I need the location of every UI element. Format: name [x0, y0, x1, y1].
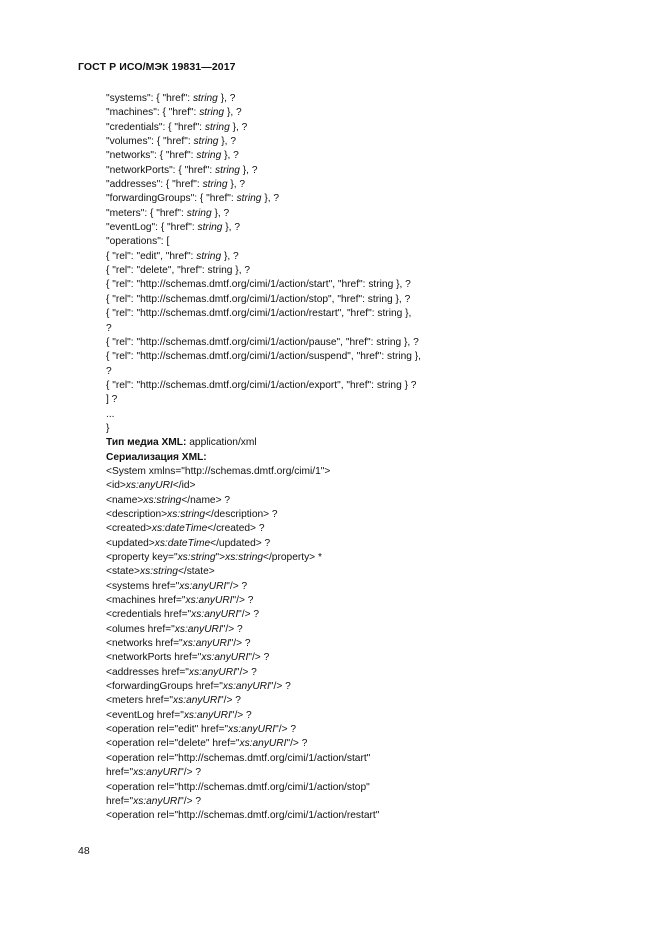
- code-text: { "rel": "http://schemas.dmtf.org/cimi/1/action/pause", "href": string }, ?: [106, 336, 419, 348]
- code-text: ] ?: [106, 394, 118, 406]
- type-token: xs:anyURI: [191, 609, 239, 621]
- code-text: ?: [106, 365, 112, 377]
- code-text: }, ?: [227, 179, 246, 191]
- code-text: <name>: [106, 494, 144, 506]
- code-line: [106, 709, 626, 723]
- code-text: "/> ?: [180, 795, 202, 807]
- code-line: [106, 551, 626, 565]
- code-text: { "rel": "http://schemas.dmtf.org/cimi/1/action/export", "href": string } ?: [106, 379, 417, 391]
- code-text: <operation rel="edit" href=": [106, 724, 229, 736]
- code-line: [106, 221, 626, 235]
- code-text: }, ?: [218, 136, 236, 148]
- code-text: "volumes": { "href":: [106, 136, 194, 148]
- code-text: "networkPorts": { "href":: [106, 164, 216, 176]
- code-text: <networks href=": [106, 638, 183, 650]
- code-text: <forwardingGroups href=": [106, 681, 223, 693]
- code-text: <state>: [106, 566, 140, 578]
- code-text: <machines href=": [106, 595, 186, 607]
- type-token: string: [196, 250, 222, 262]
- code-text: "networks": { "href":: [106, 150, 197, 162]
- code-text: "eventLog": { "href":: [106, 222, 198, 234]
- code-line: [106, 666, 626, 680]
- code-listing: [106, 92, 626, 824]
- code-line: [106, 379, 626, 393]
- code-text: "/> ?: [232, 595, 254, 607]
- code-line: [106, 92, 626, 106]
- code-text: <systems href=": [106, 580, 180, 592]
- code-text: <property key=": [106, 552, 178, 563]
- code-text: "/> ?: [220, 695, 241, 707]
- code-text: "credentials": { "href":: [106, 121, 205, 133]
- page-number: 48: [78, 845, 90, 857]
- code-line: [106, 623, 626, 637]
- type-token: xs:anyURI: [179, 580, 227, 592]
- code-text: "/> ?: [229, 638, 251, 650]
- type-token: xs:anyURI: [133, 767, 181, 779]
- code-line: [106, 580, 626, 594]
- code-text: "/> ?: [221, 623, 243, 635]
- code-line: [106, 393, 626, 407]
- code-text: <meters href=": [106, 695, 174, 707]
- code-text: }, ?: [211, 207, 230, 219]
- code-text: }, ?: [229, 121, 248, 133]
- code-line: [106, 135, 626, 149]
- code-text: </state>: [177, 566, 215, 578]
- code-text: }, ?: [239, 164, 258, 176]
- code-line: [106, 408, 626, 422]
- code-line: [106, 651, 626, 665]
- type-token: xs:anyURI: [239, 738, 287, 750]
- code-text: ...: [106, 408, 115, 420]
- type-token: string: [204, 121, 230, 133]
- code-line: [106, 809, 626, 823]
- code-text: <operation rel="delete" href=": [106, 738, 240, 750]
- type-token: string: [236, 193, 262, 205]
- type-token: string: [215, 164, 240, 176]
- code-text: { "rel": "delete", "href": string }, ?: [106, 265, 251, 277]
- code-text: </name> ?: [181, 494, 231, 506]
- code-text: }, ?: [221, 250, 239, 262]
- type-token: string: [199, 107, 225, 119]
- code-text: <networkPorts href=": [106, 652, 202, 664]
- code-text: ">: [215, 552, 226, 563]
- code-line: [106, 235, 626, 249]
- code-text: "/> ?: [238, 609, 260, 621]
- code-line: [106, 795, 626, 809]
- type-token: xs:anyURI: [188, 666, 236, 678]
- type-token: string: [197, 222, 223, 234]
- code-text: </id>: [172, 480, 196, 492]
- code-line: [106, 178, 626, 192]
- code-text: "/> ?: [286, 738, 308, 750]
- code-text: </created> ?: [207, 523, 265, 535]
- type-token: xs:anyURI: [125, 480, 173, 492]
- code-text: }: [106, 422, 110, 434]
- code-text: "systems": { "href":: [106, 93, 193, 104]
- code-text: { "rel": "http://schemas.dmtf.org/cimi/1/action/suspend", "href": string },: [106, 351, 422, 363]
- code-line: [106, 451, 626, 465]
- code-text: <updated>: [106, 537, 155, 549]
- code-line: [106, 336, 626, 350]
- code-text: <operation rel="http://schemas.dmtf.org/cimi/1/action/restart": [106, 810, 380, 822]
- type-token: xs:anyURI: [228, 724, 276, 736]
- code-line: [106, 436, 626, 450]
- code-text: <id>: [106, 480, 126, 492]
- code-text: "/> ?: [275, 724, 297, 736]
- code-line: [106, 723, 626, 737]
- code-text: application/xml: [186, 437, 257, 449]
- code-line: [106, 149, 626, 163]
- code-line: [106, 565, 626, 579]
- code-text: "operations": [: [106, 236, 170, 248]
- code-text: "machines": { "href":: [106, 107, 200, 119]
- code-text: }, ?: [217, 93, 236, 104]
- code-text: }, ?: [224, 107, 242, 119]
- code-line: [106, 264, 626, 278]
- code-text: }, ?: [222, 222, 240, 234]
- code-text: }, ?: [221, 150, 239, 162]
- type-token: string: [193, 136, 219, 148]
- code-text: <operation rel="http://schemas.dmtf.org/cimi/1/action/stop": [106, 781, 370, 793]
- code-line: [106, 350, 626, 364]
- code-line: [106, 322, 626, 336]
- code-line: [106, 522, 626, 536]
- code-text: "/> ?: [180, 767, 202, 779]
- type-token: xs:anyURI: [183, 709, 231, 721]
- type-token: xs:string: [167, 508, 206, 520]
- type-token: string: [202, 179, 228, 191]
- type-token: string: [192, 93, 218, 104]
- code-text: href=": [106, 795, 134, 807]
- code-text: ?: [106, 322, 112, 334]
- code-text: { "rel": "edit", "href":: [106, 250, 197, 262]
- code-line: [106, 508, 626, 522]
- page-header: ГОСТ Р ИСО/МЭК 19831—2017: [78, 61, 236, 73]
- code-text: "meters": { "href":: [106, 207, 187, 219]
- type-token: xs:anyURI: [173, 695, 221, 707]
- type-token: string: [196, 150, 222, 162]
- code-line: [106, 278, 626, 292]
- code-text: <created>: [106, 523, 152, 535]
- code-text: <System xmlns="http://schemas.dmtf.org/cimi/1">: [106, 465, 331, 477]
- type-token: xs:string: [143, 494, 182, 506]
- code-line: [106, 121, 626, 135]
- code-line: [106, 465, 626, 479]
- code-line: [106, 694, 626, 708]
- type-token: string: [186, 207, 212, 219]
- code-text: </updated> ?: [210, 537, 271, 549]
- code-text: "addresses": { "href":: [106, 179, 203, 191]
- code-text: </description> ?: [205, 508, 278, 520]
- code-text: "/> ?: [269, 681, 291, 693]
- code-line: [106, 192, 626, 206]
- code-line: [106, 106, 626, 120]
- type-token: xs:string: [140, 566, 178, 578]
- code-text: <operation rel="http://schemas.dmtf.org/cimi/1/action/start": [106, 752, 371, 764]
- code-line: [106, 164, 626, 178]
- code-text: "/> ?: [230, 709, 252, 721]
- code-line: [106, 494, 626, 508]
- type-token: xs:anyURI: [174, 623, 222, 635]
- code-line: [106, 307, 626, 321]
- code-line: [106, 479, 626, 493]
- code-line: [106, 293, 626, 307]
- code-text: "/> ?: [235, 666, 257, 678]
- type-token: xs:anyURI: [133, 795, 181, 807]
- code-text: href=": [106, 767, 134, 779]
- code-text: <eventLog href=": [106, 709, 184, 721]
- type-token: xs:anyURI: [222, 681, 270, 693]
- code-text: "/> ?: [226, 580, 248, 592]
- code-text: { "rel": "http://schemas.dmtf.org/cimi/1/action/start", "href": string }, ?: [106, 279, 411, 291]
- code-text: <description>: [106, 508, 168, 520]
- code-line: [106, 637, 626, 651]
- code-line: [106, 608, 626, 622]
- code-line: [106, 250, 626, 264]
- type-token: xs:string: [225, 552, 264, 563]
- code-text: <credentials href=": [106, 609, 192, 621]
- code-text: "forwardingGroups": { "href":: [106, 193, 237, 205]
- code-text: </property> *: [263, 552, 322, 563]
- code-text: <olumes href=": [106, 623, 175, 635]
- type-token: xs:anyURI: [201, 652, 249, 664]
- code-line: [106, 365, 626, 379]
- code-text: { "rel": "http://schemas.dmtf.org/cimi/1/action/stop", "href": string }, ?: [106, 293, 411, 305]
- code-line: [106, 537, 626, 551]
- code-line: [106, 737, 626, 751]
- code-line: [106, 207, 626, 221]
- code-line: [106, 781, 626, 795]
- code-text: "/> ?: [248, 652, 270, 664]
- code-line: [106, 752, 626, 766]
- type-token: xs:string: [177, 552, 216, 563]
- bold-label: Тип медиа XML:: [106, 437, 187, 449]
- code-line: [106, 422, 626, 436]
- code-line: [106, 766, 626, 780]
- code-text: }, ?: [261, 193, 280, 205]
- code-text: <addresses href=": [106, 666, 189, 678]
- code-line: [106, 680, 626, 694]
- type-token: xs:dateTime: [151, 523, 208, 535]
- code-text: { "rel": "http://schemas.dmtf.org/cimi/1/action/restart", "href": string },: [106, 308, 412, 320]
- type-token: xs:anyURI: [182, 638, 230, 650]
- code-line: [106, 594, 626, 608]
- type-token: xs:dateTime: [154, 537, 211, 549]
- bold-label: Сериализация XML:: [106, 451, 207, 463]
- type-token: xs:anyURI: [185, 595, 233, 607]
